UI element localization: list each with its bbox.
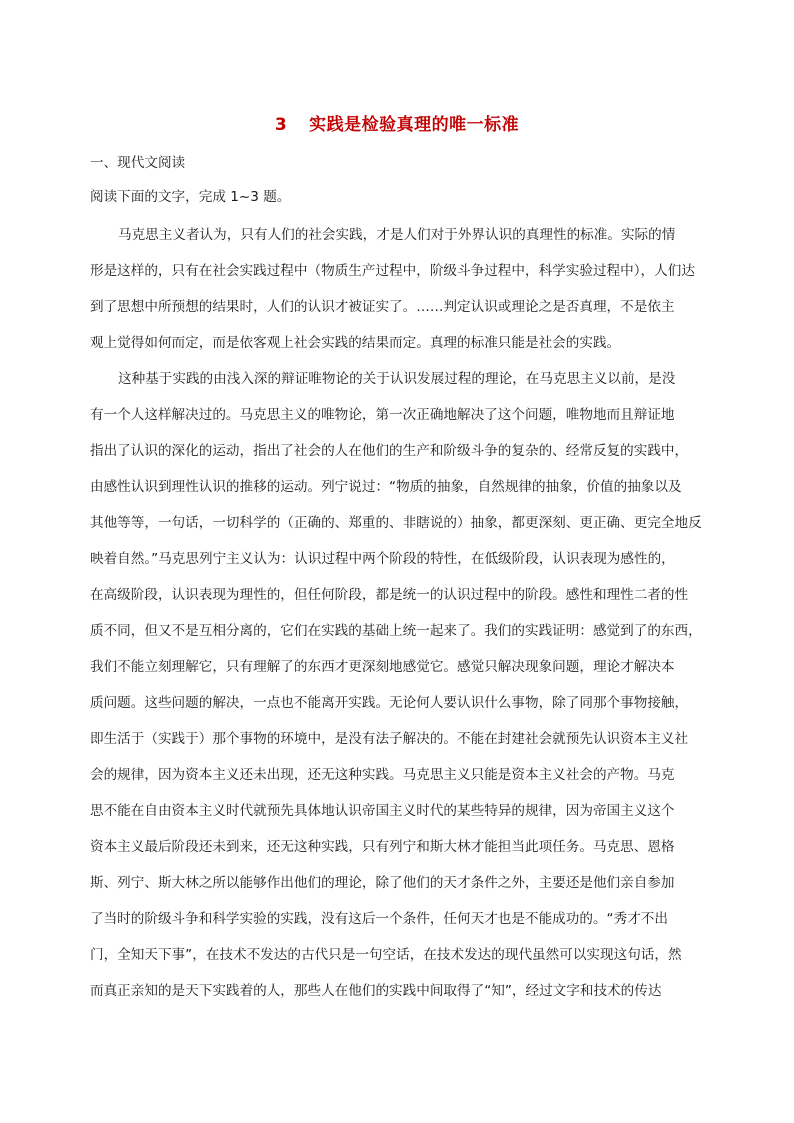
text-line: 我们不能立刻理解它，只有理解了的东西才更深刻地感觉它。感觉只解决现象问题，理论才解决本 [90, 659, 675, 675]
text-line: 观上觉得如何而定，而是依客观上社会实践的结果而定。真理的标准只能是社会的实践。 [90, 335, 621, 351]
text-line: 思不能在自由资本主义时代就预先具体地认识帝国主义时代的某些特异的规律，因为帝国主义这个 [90, 803, 675, 819]
text-line: 马克思主义者认为，只有人们的社会实践，才是人们对于外界认识的真理性的标准。实际的情 [118, 227, 676, 243]
text-line: 形是这样的，只有在社会实践过程中（物质生产过程中，阶级斗争过程中，科学实验过程中），人们达 [90, 263, 695, 279]
text-line: 资本主义最后阶段还未到来，还无这种实践，只有列宁和斯大林才能担当此项任务。马克思、恩格 [90, 839, 675, 855]
text-line: 这种基于实践的由浅入深的辩证唯物论的关于认识发展过程的理论，在马克思主义以前，是没 [118, 371, 676, 387]
text-line: 会的规律，因为资本主义还未出现，还无这种实践。马克思主义只能是资本主义社会的产物。马克 [90, 767, 675, 783]
text-line: 到了思想中所预想的结果时，人们的认识才被证实了。……判定认识或理论之是否真理，不是依主 [90, 299, 675, 315]
text-line: 质问题。这些问题的解决，一点也不能离开实践。无论何人要认识什么事物，除了同那个事物接触， [90, 695, 689, 711]
text-line: 而真正亲知的是天下实践着的人，那些人在他们的实践中间取得了“知”，经过文字和技术的传达 [90, 983, 662, 999]
text-line: 映着自然。”马克思列宁主义认为：认识过程中两个阶段的特性，在低级阶段，认识表现为感性的， [90, 551, 675, 567]
text-line: 门，全知天下事”，在技术不发达的古代只是一句空话，在技术发达的现代虽然可以实现这句话，然 [90, 947, 682, 963]
text-line: 其他等等，一句话，一切科学的（正确的、郑重的、非瞎说的）抽象，都更深刻、更正确、更完全地反 [90, 515, 702, 531]
text-line: 有一个人这样解决过的。马克思主义的唯物论，第一次正确地解决了这个问题，唯物地而且辩证地 [90, 407, 675, 423]
text-line: 质不同，但又不是互相分离的，它们在实践的基础上统一起来了。我们的实践证明：感觉到了的东西， [90, 623, 702, 639]
text-line: 即生活于（实践于）那个事物的环境中，是没有法子解决的。不能在封建社会就预先认识资本主义社 [90, 731, 689, 747]
instruction: 阅读下面的文字，完成 1~3 题。 [90, 189, 291, 205]
document-title [0, 110, 794, 135]
text-line: 斯、列宁、斯大林之所以能够作出他们的理论，除了他们的天才条件之外，主要还是他们亲自参加 [90, 875, 675, 891]
section-heading: 一、现代文阅读 [90, 155, 186, 171]
text-line: 在高级阶段，认识表现为理性的，但任何阶段，都是统一的认识过程中的阶段。感性和理性二者的性 [90, 587, 689, 603]
title-number: 3 [274, 115, 288, 135]
text-line: 了当时的阶级斗争和科学实验的实践，没有这后一个条件，任何天才也是不能成功的。“秀才不出 [90, 911, 668, 927]
text-line: 指出了认识的深化的运动，指出了社会的人在他们的生产和阶级斗争的复杂的、经常反复的实践中， [90, 443, 689, 459]
text-line: 由感性认识到理性认识的推移的运动。列宁说过：“物质的抽象，自然规律的抽象，价值的抽象以及 [90, 479, 682, 495]
title-text: 实践是检验真理的唯一标准 [309, 115, 520, 135]
